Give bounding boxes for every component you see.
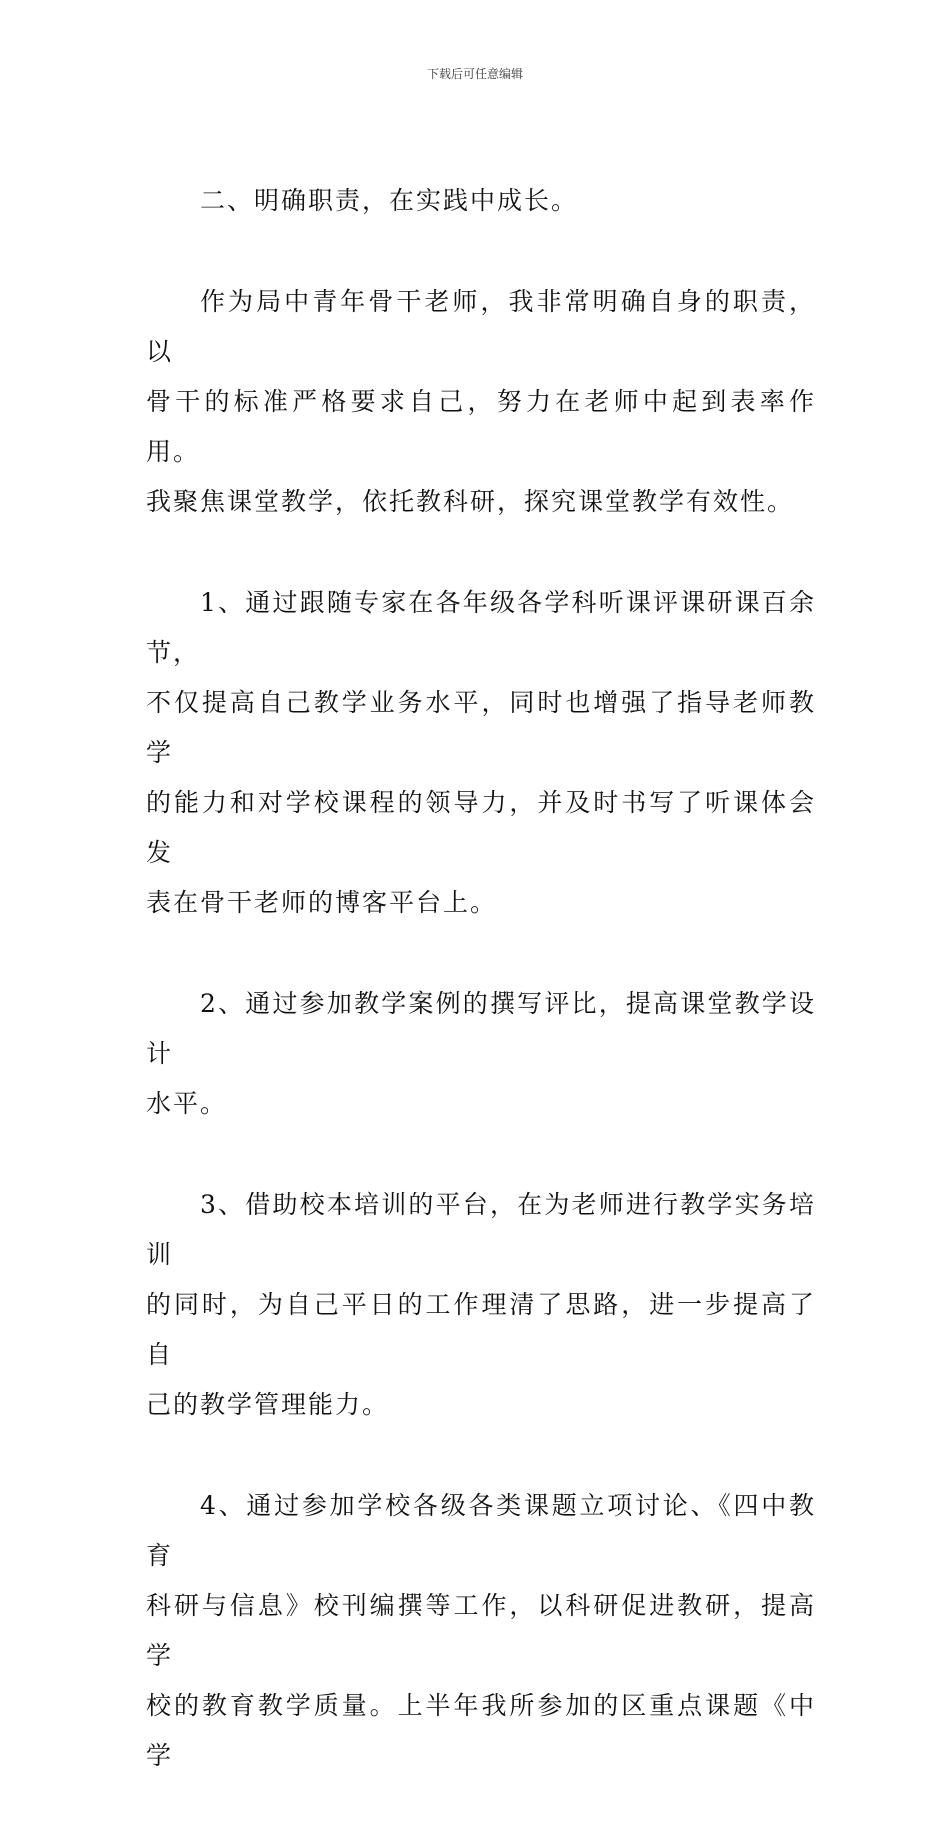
- text-line: 3、借助校本培训的平台，在为老师进行教学实务培训: [146, 1190, 816, 1269]
- paragraph-item-1: [146, 578, 816, 928]
- text-line: 校的教育教学质量。上半年我所参加的区重点课题《中学: [146, 1691, 816, 1770]
- page-header: 下载后可任意编辑: [426, 67, 523, 81]
- paragraph-item-4: [146, 1481, 816, 1781]
- text-line: 4、通过参加学校各级各类课题立项讨论、《四中教育: [146, 1491, 816, 1570]
- text-line: 科研与信息》校刊编撰等工作，以科研促进教研，提高学: [146, 1591, 816, 1670]
- paragraph-item-3: [146, 1180, 816, 1430]
- text-line: 作为局中青年骨干老师，我非常明确自身的职责，以: [146, 287, 816, 366]
- text-line: 己的教学管理能力。: [146, 1390, 390, 1419]
- text-line: 不仅提高自己教学业务水平，同时也增强了指导老师教学: [146, 688, 816, 767]
- text-line: 二、明确职责，在实践中成长。: [200, 186, 579, 215]
- text-line: 2、通过参加教学案例的撰写评比，提高课堂教学设计: [146, 989, 816, 1068]
- document-body: [146, 176, 816, 1832]
- text-line: 1、通过跟随专家在各年级各学科听课评课研课百余节，: [146, 588, 816, 667]
- section-heading: [146, 176, 816, 226]
- text-line: 我聚焦课堂教学，依托教科研，探究课堂教学有效性。: [146, 487, 795, 516]
- text-line: 水平。: [146, 1089, 228, 1118]
- paragraph-intro: [146, 277, 816, 527]
- text-line: 骨干的标准严格要求自己，努力在老师中起到表率作用。: [146, 387, 816, 466]
- text-line: 表在骨干老师的博客平台上。: [146, 888, 498, 917]
- text-line: 的同时，为自己平日的工作理清了思路，进一步提高了自: [146, 1290, 816, 1369]
- paragraph-item-2: [146, 979, 816, 1129]
- text-line: 的能力和对学校课程的领导力，并及时书写了听课体会发: [146, 788, 816, 867]
